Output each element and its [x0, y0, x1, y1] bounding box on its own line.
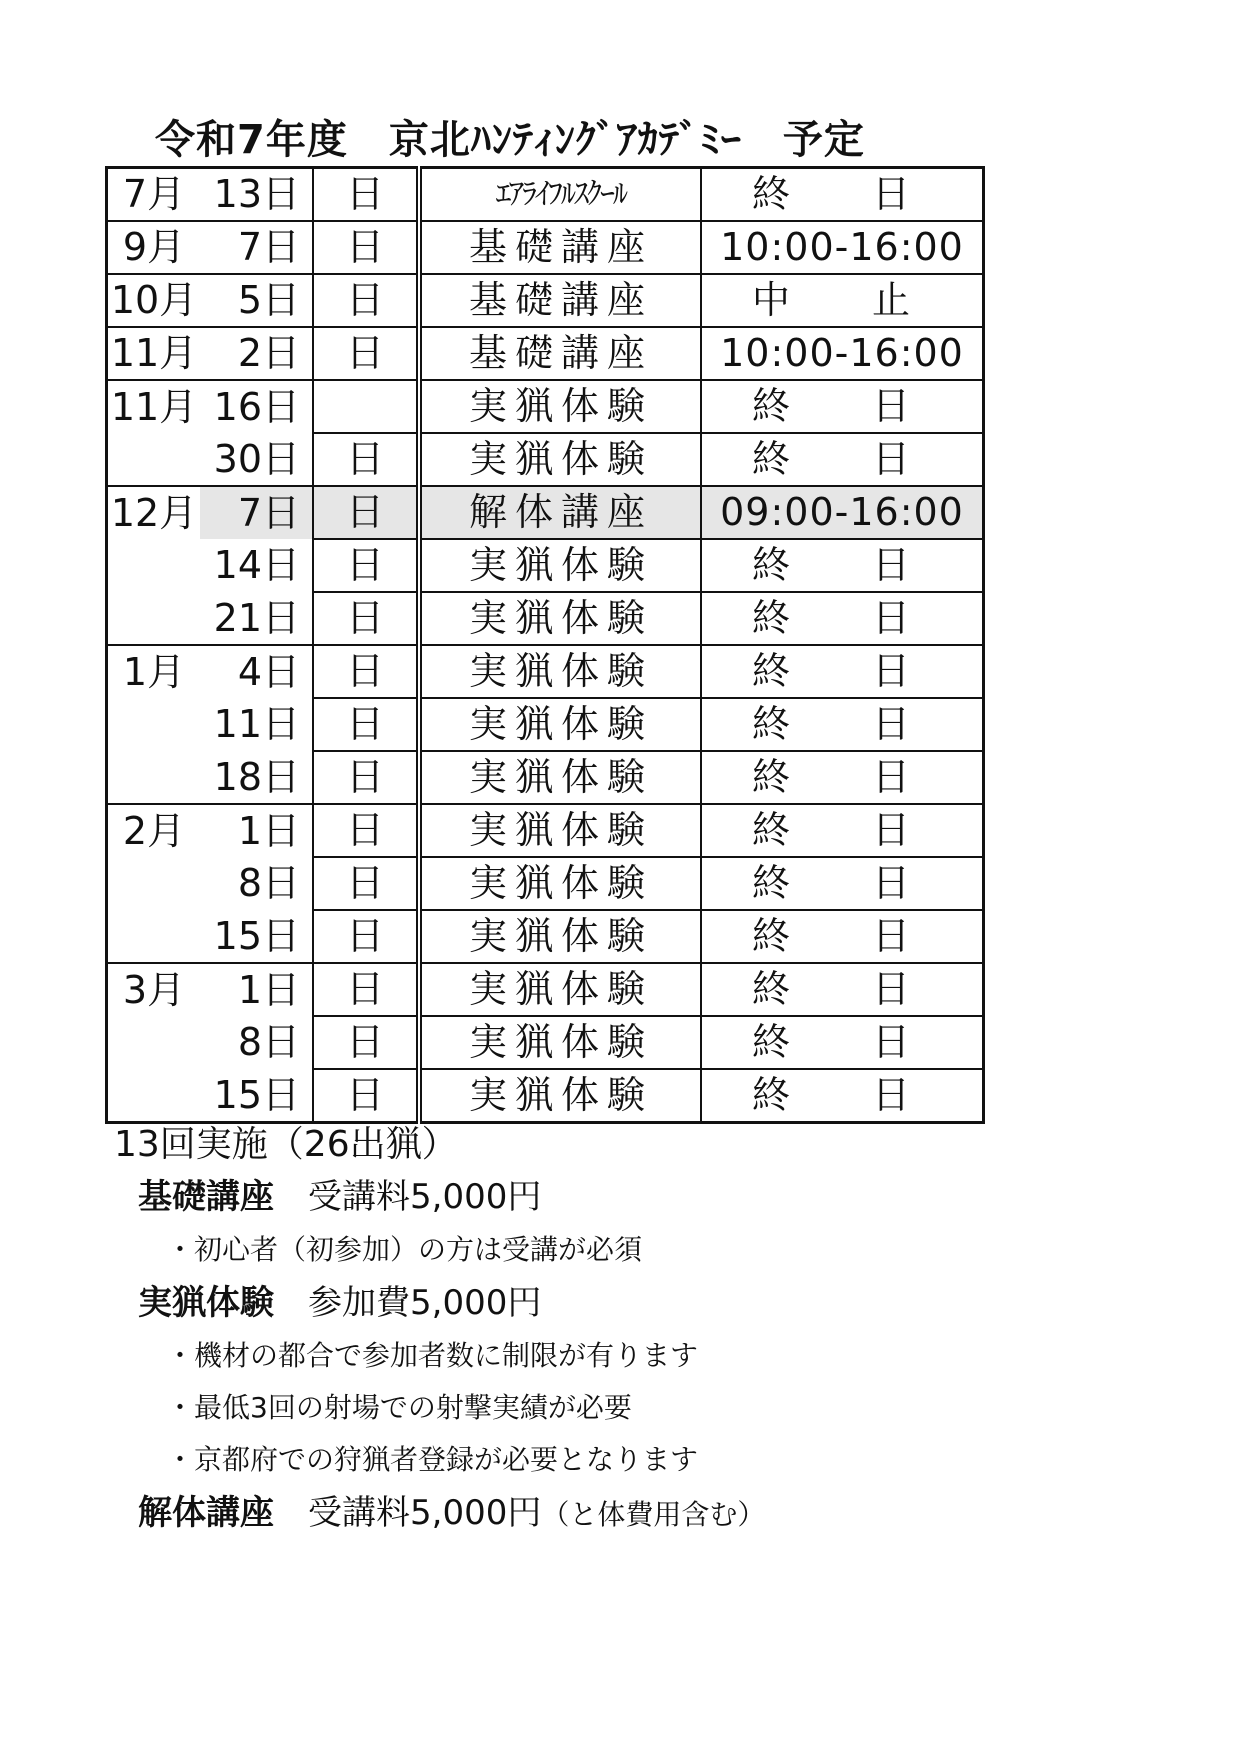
- time-cell: 終 日: [701, 1069, 984, 1123]
- day-cell: 7日: [200, 486, 313, 539]
- weekday-cell: 日: [313, 857, 419, 910]
- day-cell: 8日: [237, 1020, 300, 1064]
- table-row: [107, 698, 984, 751]
- day-cell: 7日: [200, 221, 313, 274]
- weekday-cell: 日: [313, 963, 419, 1016]
- time-cell: 終 日: [701, 645, 984, 698]
- weekday-cell: 日: [313, 274, 419, 327]
- day-cell: 4日: [200, 645, 313, 698]
- day-cell: 30日: [200, 433, 313, 486]
- weekday-cell: 日: [313, 486, 419, 539]
- section-hunting-experience: [114, 1276, 1114, 1330]
- section-fee-note: （と体費用含む）: [541, 1498, 766, 1531]
- month-cell: [107, 910, 201, 963]
- section-name: 実猟体験: [138, 1283, 274, 1323]
- note-bullet: ・京都府での狩猟者登録が必要となります: [166, 1443, 699, 1476]
- time-cell: 終 日: [701, 380, 984, 433]
- event-cell: 基礎講座: [419, 221, 701, 274]
- weekday-cell: 日: [313, 592, 419, 645]
- section-basic-course: [114, 1170, 1114, 1224]
- weekday-cell: 日: [313, 804, 419, 857]
- time-cell: 10:00-16:00: [701, 221, 984, 274]
- weekday-cell: 日: [313, 327, 419, 380]
- time-cell: 終 日: [701, 698, 984, 751]
- section-fee: 参加費5,000円: [308, 1283, 542, 1323]
- month-cell: 3月: [107, 963, 201, 1016]
- weekday-cell: 日: [313, 433, 419, 486]
- table-row: [107, 380, 984, 433]
- month-cell: [107, 698, 201, 751]
- time-cell: 終 日: [701, 1016, 984, 1069]
- weekday-cell: 日: [313, 698, 419, 751]
- day-cell: 8日: [237, 861, 300, 905]
- time-cell: 終 日: [701, 539, 984, 592]
- table-row: [107, 910, 984, 963]
- table-row: [107, 857, 984, 910]
- event-cell: 実猟体験: [419, 804, 701, 857]
- time-cell: 終 日: [701, 751, 984, 804]
- page-title: 令和7年度 京北ﾊﾝﾃｨﾝｸﾞｱｶﾃﾞﾐｰ 予定: [155, 117, 865, 163]
- table-row: [107, 963, 984, 1016]
- weekday-cell: 日: [313, 539, 419, 592]
- day-cell: 21日: [200, 592, 313, 645]
- note-bullet: ・初心者（初参加）の方は受講が必須: [166, 1233, 643, 1266]
- day-cell: 5日: [200, 274, 313, 327]
- table-row: [107, 592, 984, 645]
- event-cell: 実猟体験: [419, 963, 701, 1016]
- total-summary: 13回実施（26出猟）: [114, 1124, 458, 1165]
- month-cell: 9月: [107, 221, 201, 274]
- section-name: 解体講座: [138, 1493, 274, 1533]
- table-row: [107, 168, 984, 222]
- day-cell: 1日: [200, 804, 313, 857]
- month-cell: [107, 539, 201, 592]
- month-cell: [107, 592, 201, 645]
- day-cell: 13日: [200, 168, 313, 222]
- notes-section: [114, 1120, 1114, 1540]
- event-cell: 実猟体験: [419, 645, 701, 698]
- day-cell: 15日: [200, 910, 313, 963]
- day-cell: 15日: [200, 1069, 313, 1123]
- weekday-cell: 日: [313, 168, 419, 222]
- schedule-body: [107, 168, 984, 1123]
- month-cell: 2月: [107, 804, 201, 857]
- note-bullet: ・最低3回の射場での射撃実績が必要: [166, 1391, 632, 1424]
- section-butchering-course: [114, 1486, 1114, 1540]
- section-fee: 受講料5,000円: [308, 1177, 542, 1217]
- table-row: [107, 1016, 984, 1069]
- time-cell: 終 日: [701, 857, 984, 910]
- event-cell: 実猟体験: [419, 380, 701, 433]
- weekday-cell: 日: [313, 1069, 419, 1123]
- schedule-table: [105, 166, 985, 1124]
- day-cell: 2日: [200, 327, 313, 380]
- section-fee: 受講料5,000円: [308, 1493, 542, 1533]
- table-row: [107, 1069, 984, 1123]
- event-cell: 基礎講座: [419, 274, 701, 327]
- section-name: 基礎講座: [138, 1177, 274, 1217]
- day-cell: 16日: [200, 380, 313, 433]
- event-cell: 実猟体験: [419, 592, 701, 645]
- month-cell: 7月: [107, 168, 201, 222]
- time-cell: 09:00-16:00: [701, 486, 984, 539]
- weekday-cell: 日: [313, 221, 419, 274]
- time-cell: 終 日: [701, 963, 984, 1016]
- month-cell: [107, 1069, 201, 1123]
- event-cell: 実猟体験: [419, 433, 701, 486]
- weekday-cell: 日: [313, 751, 419, 804]
- weekday-cell: [313, 380, 419, 433]
- month-cell: 1月: [107, 645, 201, 698]
- table-row: [107, 645, 984, 698]
- day-cell: 18日: [200, 751, 313, 804]
- event-cell: ｴｱﾗｲﾌﾙｽｸｰﾙ: [419, 168, 701, 222]
- table-row: [107, 221, 984, 274]
- table-row: [107, 274, 984, 327]
- event-cell: 実猟体験: [419, 1069, 701, 1123]
- event-cell: 実猟体験: [419, 1016, 701, 1069]
- time-cell: 終 日: [701, 168, 984, 222]
- event-cell: 実猟体験: [419, 751, 701, 804]
- time-cell: 終 日: [701, 433, 984, 486]
- month-cell: 12月: [107, 486, 201, 539]
- time-cell: 中 止: [701, 274, 984, 327]
- weekday-cell: 日: [313, 910, 419, 963]
- event-cell: 実猟体験: [419, 910, 701, 963]
- month-cell: 11月: [107, 380, 201, 433]
- month-cell: 10月: [107, 274, 201, 327]
- day-cell: 11日: [213, 702, 300, 746]
- event-cell: 実猟体験: [419, 698, 701, 751]
- table-row: [107, 804, 984, 857]
- table-row: [107, 433, 984, 486]
- time-cell: 終 日: [701, 592, 984, 645]
- table-row: [107, 751, 984, 804]
- table-row: [107, 539, 984, 592]
- event-cell: 解体講座: [419, 486, 701, 539]
- table-row: [107, 327, 984, 380]
- note-bullet: ・機材の都合で参加者数に制限が有ります: [166, 1339, 699, 1372]
- time-cell: 終 日: [701, 910, 984, 963]
- table-row: [107, 486, 984, 539]
- weekday-cell: 日: [313, 645, 419, 698]
- month-cell: [107, 857, 201, 910]
- month-cell: 11月: [107, 327, 201, 380]
- day-cell: 1日: [200, 963, 313, 1016]
- event-cell: 基礎講座: [419, 327, 701, 380]
- event-cell: 実猟体験: [419, 539, 701, 592]
- time-cell: 終 日: [701, 804, 984, 857]
- month-cell: [107, 1016, 201, 1069]
- weekday-cell: 日: [313, 1016, 419, 1069]
- day-cell: 14日: [213, 543, 300, 587]
- time-cell: 10:00-16:00: [701, 327, 984, 380]
- month-cell: [107, 433, 201, 486]
- event-cell: 実猟体験: [419, 857, 701, 910]
- month-cell: [107, 751, 201, 804]
